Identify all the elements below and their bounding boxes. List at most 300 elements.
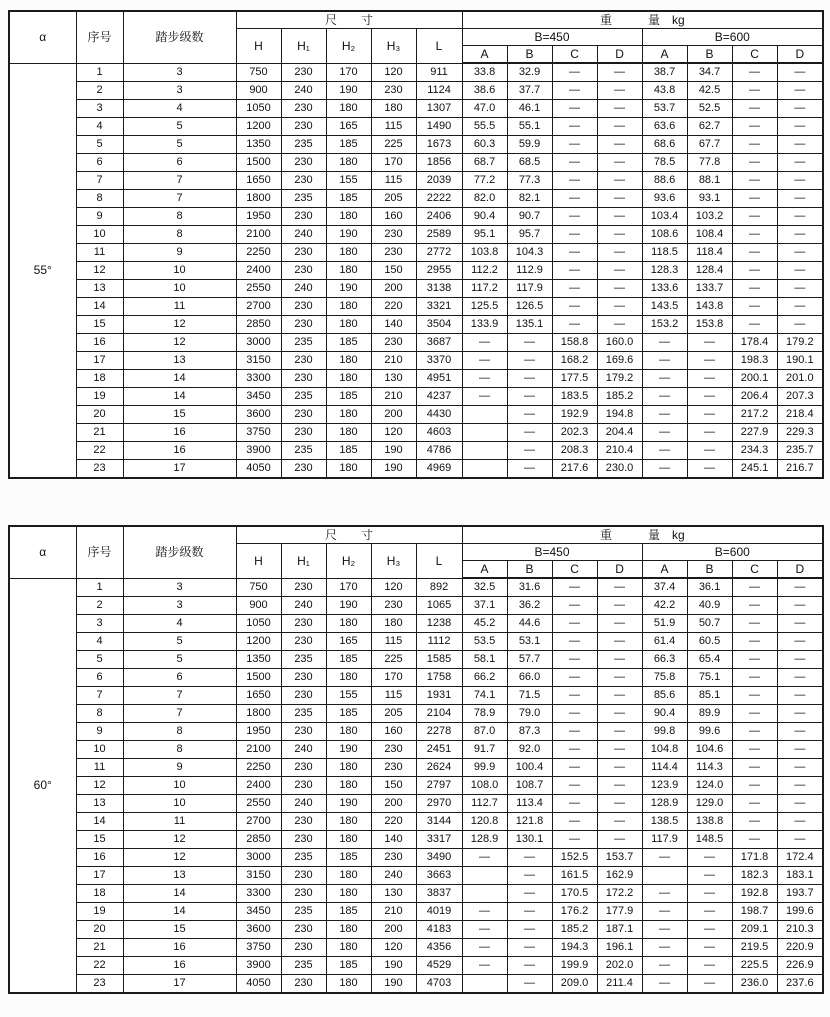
dim-l-cell: 3144 bbox=[416, 813, 462, 831]
weight-b450-d-cell: — bbox=[597, 190, 642, 208]
dim-h3-cell: 120 bbox=[371, 939, 416, 957]
dim-h1-cell: 235 bbox=[281, 705, 326, 723]
table-row bbox=[9, 118, 823, 136]
weight-b450-d-cell: 230.0 bbox=[597, 460, 642, 479]
dim-h1-cell: 240 bbox=[281, 795, 326, 813]
dim-h-cell: 3450 bbox=[236, 388, 281, 406]
weight-b450-c-cell: — bbox=[552, 651, 597, 669]
weight-b600-a-cell: — bbox=[642, 424, 687, 442]
weight-b600-b-cell: 133.7 bbox=[687, 280, 732, 298]
dim-h-cell: 1050 bbox=[236, 615, 281, 633]
dim-h3-cell: 210 bbox=[371, 903, 416, 921]
dim-h2-cell: 185 bbox=[326, 849, 371, 867]
weight-b450-a-cell: 68.7 bbox=[462, 154, 507, 172]
weight-b450-c-cell: 199.9 bbox=[552, 957, 597, 975]
dim-h1-cell: 230 bbox=[281, 370, 326, 388]
weight-b450-a-cell: 32.5 bbox=[462, 578, 507, 597]
weight-b600-d-cell: 210.3 bbox=[777, 921, 823, 939]
weight-b600-b-cell: — bbox=[687, 442, 732, 460]
weight-b600-c-cell: 245.1 bbox=[732, 460, 777, 479]
dim-l-cell: 892 bbox=[416, 578, 462, 597]
dim-h-cell: 3000 bbox=[236, 334, 281, 352]
weight-b600-a-cell: — bbox=[642, 975, 687, 994]
weight-b450-b-cell: — bbox=[507, 867, 552, 885]
weight-b450-d-cell: 179.2 bbox=[597, 370, 642, 388]
weight-b450-a-cell: — bbox=[462, 957, 507, 975]
weight-b450-d-cell: 196.1 bbox=[597, 939, 642, 957]
dim-h-cell: 3600 bbox=[236, 406, 281, 424]
table-row bbox=[9, 651, 823, 669]
weight-b600-d-cell: — bbox=[777, 578, 823, 597]
dim-h2-cell: 180 bbox=[326, 831, 371, 849]
serial-number-cell: 16 bbox=[76, 334, 123, 352]
dim-h3-cell: 200 bbox=[371, 280, 416, 298]
step-count-cell: 10 bbox=[123, 262, 236, 280]
dim-h3-cell: 150 bbox=[371, 262, 416, 280]
weight-b450-a-cell: 120.8 bbox=[462, 813, 507, 831]
weight-b600-c-cell: — bbox=[732, 615, 777, 633]
dim-h-cell: 3600 bbox=[236, 921, 281, 939]
serial-number-cell: 18 bbox=[76, 885, 123, 903]
weight-b450-b-cell: — bbox=[507, 460, 552, 479]
step-count-cell: 12 bbox=[123, 849, 236, 867]
col-header-dimensions: 尺 寸 bbox=[236, 526, 462, 544]
col-header-b450-c: C bbox=[552, 561, 597, 579]
weight-b600-d-cell: — bbox=[777, 795, 823, 813]
weight-b600-b-cell: 60.5 bbox=[687, 633, 732, 651]
weight-b450-b-cell: 104.3 bbox=[507, 244, 552, 262]
dim-h2-cell: 180 bbox=[326, 975, 371, 994]
weight-b450-a-cell: 90.4 bbox=[462, 208, 507, 226]
weight-b600-a-cell: — bbox=[642, 442, 687, 460]
weight-b600-c-cell: — bbox=[732, 63, 777, 82]
weight-b600-d-cell: — bbox=[777, 298, 823, 316]
weight-b600-b-cell: 124.0 bbox=[687, 777, 732, 795]
weight-b450-c-cell: — bbox=[552, 172, 597, 190]
serial-number-cell: 11 bbox=[76, 244, 123, 262]
dim-h2-cell: 170 bbox=[326, 63, 371, 82]
weight-b450-b-cell: 92.0 bbox=[507, 741, 552, 759]
dim-l-cell: 1585 bbox=[416, 651, 462, 669]
weight-b450-c-cell: — bbox=[552, 687, 597, 705]
col-header-steps: 踏步级数 bbox=[123, 11, 236, 63]
weight-b450-c-cell: 185.2 bbox=[552, 921, 597, 939]
weight-b450-a-cell: 125.5 bbox=[462, 298, 507, 316]
step-count-cell: 16 bbox=[123, 442, 236, 460]
weight-b600-a-cell: 88.6 bbox=[642, 172, 687, 190]
dim-h2-cell: 155 bbox=[326, 172, 371, 190]
dim-l-cell: 2589 bbox=[416, 226, 462, 244]
table-row bbox=[9, 226, 823, 244]
spec-table-55deg bbox=[8, 10, 824, 479]
step-count-cell: 10 bbox=[123, 795, 236, 813]
weight-b600-b-cell: — bbox=[687, 975, 732, 994]
col-header-b600-d: D bbox=[777, 46, 823, 64]
weight-b450-b-cell: — bbox=[507, 885, 552, 903]
weight-b600-d-cell: — bbox=[777, 831, 823, 849]
weight-b600-a-cell: 66.3 bbox=[642, 651, 687, 669]
table-row bbox=[9, 136, 823, 154]
weight-b450-c-cell: — bbox=[552, 813, 597, 831]
weight-b450-b-cell: 112.9 bbox=[507, 262, 552, 280]
weight-b450-d-cell: 169.6 bbox=[597, 352, 642, 370]
weight-b450-a-cell: — bbox=[462, 903, 507, 921]
weight-b600-b-cell: 75.1 bbox=[687, 669, 732, 687]
dim-h1-cell: 230 bbox=[281, 669, 326, 687]
dim-h1-cell: 230 bbox=[281, 759, 326, 777]
dim-h3-cell: 200 bbox=[371, 921, 416, 939]
weight-b450-a-cell: 78.9 bbox=[462, 705, 507, 723]
dim-h1-cell: 230 bbox=[281, 615, 326, 633]
weight-b600-b-cell: 36.1 bbox=[687, 578, 732, 597]
col-header-h3: H₃ bbox=[371, 29, 416, 64]
dim-h1-cell: 230 bbox=[281, 244, 326, 262]
weight-b450-a-cell: 128.9 bbox=[462, 831, 507, 849]
weight-b450-d-cell: — bbox=[597, 723, 642, 741]
step-count-cell: 3 bbox=[123, 63, 236, 82]
col-header-h2: H₂ bbox=[326, 544, 371, 579]
weight-b600-b-cell: — bbox=[687, 867, 732, 885]
step-count-cell: 11 bbox=[123, 813, 236, 831]
table-row bbox=[9, 705, 823, 723]
weight-b600-c-cell: 217.2 bbox=[732, 406, 777, 424]
weight-b450-a-cell: 99.9 bbox=[462, 759, 507, 777]
dim-h3-cell: 160 bbox=[371, 208, 416, 226]
step-count-cell: 8 bbox=[123, 723, 236, 741]
dim-h2-cell: 180 bbox=[326, 154, 371, 172]
weight-b600-a-cell: 43.8 bbox=[642, 82, 687, 100]
weight-b600-b-cell: — bbox=[687, 885, 732, 903]
table-row bbox=[9, 244, 823, 262]
dim-l-cell: 3490 bbox=[416, 849, 462, 867]
dim-h3-cell: 205 bbox=[371, 190, 416, 208]
dim-h-cell: 2100 bbox=[236, 741, 281, 759]
weight-b600-c-cell: 234.3 bbox=[732, 442, 777, 460]
weight-b450-c-cell: — bbox=[552, 705, 597, 723]
weight-b600-c-cell: 198.3 bbox=[732, 352, 777, 370]
weight-b600-d-cell: 172.4 bbox=[777, 849, 823, 867]
serial-number-cell: 15 bbox=[76, 316, 123, 334]
dim-h1-cell: 230 bbox=[281, 63, 326, 82]
step-count-cell: 8 bbox=[123, 208, 236, 226]
table-row bbox=[9, 939, 823, 957]
weight-b600-d-cell: — bbox=[777, 813, 823, 831]
step-count-cell: 3 bbox=[123, 578, 236, 597]
dim-h2-cell: 180 bbox=[326, 615, 371, 633]
serial-number-cell: 4 bbox=[76, 633, 123, 651]
step-count-cell: 3 bbox=[123, 597, 236, 615]
weight-b600-b-cell: 40.9 bbox=[687, 597, 732, 615]
dim-h-cell: 2400 bbox=[236, 262, 281, 280]
dim-l-cell: 4019 bbox=[416, 903, 462, 921]
header-row-1 bbox=[9, 11, 823, 29]
weight-b450-a-cell: 47.0 bbox=[462, 100, 507, 118]
weight-b450-c-cell: 176.2 bbox=[552, 903, 597, 921]
weight-b600-d-cell: — bbox=[777, 705, 823, 723]
weight-b450-b-cell: 44.6 bbox=[507, 615, 552, 633]
dim-h1-cell: 240 bbox=[281, 280, 326, 298]
dim-h-cell: 2700 bbox=[236, 813, 281, 831]
serial-number-cell: 10 bbox=[76, 226, 123, 244]
dim-h3-cell: 240 bbox=[371, 867, 416, 885]
dim-h3-cell: 220 bbox=[371, 298, 416, 316]
col-header-alpha: α bbox=[9, 11, 76, 63]
weight-b600-d-cell: 193.7 bbox=[777, 885, 823, 903]
step-count-cell: 5 bbox=[123, 651, 236, 669]
table-row bbox=[9, 777, 823, 795]
dim-h-cell: 3750 bbox=[236, 939, 281, 957]
dim-h2-cell: 185 bbox=[326, 903, 371, 921]
dim-h-cell: 3900 bbox=[236, 957, 281, 975]
weight-b600-d-cell: — bbox=[777, 687, 823, 705]
dim-h2-cell: 180 bbox=[326, 669, 371, 687]
weight-b600-c-cell: — bbox=[732, 723, 777, 741]
weight-b600-a-cell: 99.8 bbox=[642, 723, 687, 741]
dim-l-cell: 4183 bbox=[416, 921, 462, 939]
table-row bbox=[9, 334, 823, 352]
weight-b450-c-cell: — bbox=[552, 777, 597, 795]
weight-b450-c-cell: — bbox=[552, 208, 597, 226]
dim-h3-cell: 230 bbox=[371, 741, 416, 759]
step-count-cell: 11 bbox=[123, 298, 236, 316]
weight-b450-a-cell: 95.1 bbox=[462, 226, 507, 244]
dim-h2-cell: 180 bbox=[326, 867, 371, 885]
weight-b450-d-cell: 162.9 bbox=[597, 867, 642, 885]
dim-h2-cell: 165 bbox=[326, 118, 371, 136]
weight-b450-b-cell: — bbox=[507, 352, 552, 370]
dim-h-cell: 2550 bbox=[236, 795, 281, 813]
weight-b600-b-cell: 67.7 bbox=[687, 136, 732, 154]
dim-h2-cell: 180 bbox=[326, 813, 371, 831]
dim-h1-cell: 235 bbox=[281, 957, 326, 975]
dim-l-cell: 3837 bbox=[416, 885, 462, 903]
serial-number-cell: 13 bbox=[76, 280, 123, 298]
weight-b600-c-cell: 198.7 bbox=[732, 903, 777, 921]
weight-b600-a-cell: 153.2 bbox=[642, 316, 687, 334]
weight-b450-b-cell: — bbox=[507, 370, 552, 388]
weight-b600-d-cell: — bbox=[777, 615, 823, 633]
weight-b450-b-cell: 53.1 bbox=[507, 633, 552, 651]
dim-h-cell: 3300 bbox=[236, 370, 281, 388]
weight-b600-d-cell: 226.9 bbox=[777, 957, 823, 975]
weight-b450-b-cell: — bbox=[507, 975, 552, 994]
serial-number-cell: 7 bbox=[76, 687, 123, 705]
weight-b600-d-cell: 237.6 bbox=[777, 975, 823, 994]
step-count-cell: 7 bbox=[123, 172, 236, 190]
dim-h1-cell: 230 bbox=[281, 172, 326, 190]
weight-b600-a-cell: 51.9 bbox=[642, 615, 687, 633]
dim-h1-cell: 230 bbox=[281, 813, 326, 831]
serial-number-cell: 23 bbox=[76, 975, 123, 994]
step-count-cell: 4 bbox=[123, 615, 236, 633]
table-row bbox=[9, 849, 823, 867]
col-header-b600-c: C bbox=[732, 46, 777, 64]
weight-b600-b-cell: — bbox=[687, 903, 732, 921]
col-header-b600-b: B bbox=[687, 561, 732, 579]
dim-h2-cell: 180 bbox=[326, 298, 371, 316]
weight-b450-a-cell: 108.0 bbox=[462, 777, 507, 795]
weight-b450-c-cell: 168.2 bbox=[552, 352, 597, 370]
table-body bbox=[9, 63, 823, 478]
col-header-b450: B=450 bbox=[462, 29, 642, 46]
weight-b600-d-cell: 229.3 bbox=[777, 424, 823, 442]
col-header-dimensions: 尺 寸 bbox=[236, 11, 462, 29]
weight-b600-c-cell: — bbox=[732, 759, 777, 777]
weight-b600-c-cell: — bbox=[732, 226, 777, 244]
table-row bbox=[9, 867, 823, 885]
weight-b450-a-cell: 91.7 bbox=[462, 741, 507, 759]
serial-number-cell: 4 bbox=[76, 118, 123, 136]
weight-b450-b-cell: — bbox=[507, 957, 552, 975]
weight-b600-b-cell: — bbox=[687, 939, 732, 957]
dim-h-cell: 3900 bbox=[236, 442, 281, 460]
weight-b450-c-cell: — bbox=[552, 190, 597, 208]
weight-b450-b-cell: 90.7 bbox=[507, 208, 552, 226]
weight-b600-c-cell: — bbox=[732, 795, 777, 813]
weight-b450-b-cell: 82.1 bbox=[507, 190, 552, 208]
step-count-cell: 15 bbox=[123, 921, 236, 939]
weight-b600-b-cell: — bbox=[687, 424, 732, 442]
weight-b600-b-cell: 88.1 bbox=[687, 172, 732, 190]
weight-b600-c-cell: 209.1 bbox=[732, 921, 777, 939]
serial-number-cell: 5 bbox=[76, 136, 123, 154]
weight-b450-d-cell: 211.4 bbox=[597, 975, 642, 994]
dim-h3-cell: 190 bbox=[371, 460, 416, 479]
dim-h1-cell: 235 bbox=[281, 442, 326, 460]
weight-b450-c-cell: 183.5 bbox=[552, 388, 597, 406]
dim-l-cell: 3687 bbox=[416, 334, 462, 352]
col-header-steps: 踏步级数 bbox=[123, 526, 236, 578]
weight-b600-c-cell: — bbox=[732, 813, 777, 831]
weight-b450-d-cell: 153.7 bbox=[597, 849, 642, 867]
dim-h2-cell: 180 bbox=[326, 316, 371, 334]
weight-b600-b-cell: 129.0 bbox=[687, 795, 732, 813]
weight-b600-a-cell: — bbox=[642, 849, 687, 867]
weight-b450-c-cell: 209.0 bbox=[552, 975, 597, 994]
weight-b450-d-cell: — bbox=[597, 136, 642, 154]
weight-b600-d-cell: 220.9 bbox=[777, 939, 823, 957]
weight-b600-a-cell: — bbox=[642, 885, 687, 903]
dim-h3-cell: 120 bbox=[371, 63, 416, 82]
serial-number-cell: 3 bbox=[76, 100, 123, 118]
weight-b450-d-cell: 187.1 bbox=[597, 921, 642, 939]
dim-l-cell: 1238 bbox=[416, 615, 462, 633]
weight-b600-b-cell: 143.8 bbox=[687, 298, 732, 316]
weight-b600-a-cell: — bbox=[642, 352, 687, 370]
weight-b450-a-cell: 38.6 bbox=[462, 82, 507, 100]
serial-number-cell: 3 bbox=[76, 615, 123, 633]
weight-b600-d-cell: 207.3 bbox=[777, 388, 823, 406]
dim-h2-cell: 190 bbox=[326, 795, 371, 813]
weight-b450-d-cell: — bbox=[597, 687, 642, 705]
dim-l-cell: 2222 bbox=[416, 190, 462, 208]
weight-b600-b-cell: — bbox=[687, 921, 732, 939]
table-row bbox=[9, 82, 823, 100]
weight-b450-b-cell: 57.7 bbox=[507, 651, 552, 669]
weight-b450-a-cell: 77.2 bbox=[462, 172, 507, 190]
weight-b450-c-cell: — bbox=[552, 831, 597, 849]
dim-l-cell: 2104 bbox=[416, 705, 462, 723]
weight-b450-c-cell: — bbox=[552, 795, 597, 813]
weight-b450-a-cell: — bbox=[462, 334, 507, 352]
step-count-cell: 5 bbox=[123, 118, 236, 136]
weight-b600-c-cell: — bbox=[732, 777, 777, 795]
weight-b450-c-cell: 192.9 bbox=[552, 406, 597, 424]
col-header-h1: H₁ bbox=[281, 29, 326, 64]
weight-b450-b-cell: — bbox=[507, 334, 552, 352]
table-row bbox=[9, 921, 823, 939]
dim-h3-cell: 225 bbox=[371, 136, 416, 154]
serial-number-cell: 7 bbox=[76, 172, 123, 190]
weight-b450-b-cell: 31.6 bbox=[507, 578, 552, 597]
col-header-serial: 序号 bbox=[76, 526, 123, 578]
step-count-cell: 9 bbox=[123, 244, 236, 262]
dim-h1-cell: 230 bbox=[281, 885, 326, 903]
dim-h3-cell: 115 bbox=[371, 633, 416, 651]
serial-number-cell: 17 bbox=[76, 352, 123, 370]
weight-b450-a-cell: 74.1 bbox=[462, 687, 507, 705]
weight-b450-c-cell: — bbox=[552, 280, 597, 298]
col-header-h2: H₂ bbox=[326, 29, 371, 64]
dim-l-cell: 3317 bbox=[416, 831, 462, 849]
weight-b450-d-cell: — bbox=[597, 578, 642, 597]
dim-h3-cell: 190 bbox=[371, 957, 416, 975]
weight-b600-d-cell: — bbox=[777, 100, 823, 118]
weight-b600-a-cell: 128.3 bbox=[642, 262, 687, 280]
table-row bbox=[9, 172, 823, 190]
dim-h2-cell: 180 bbox=[326, 759, 371, 777]
table-row bbox=[9, 406, 823, 424]
serial-number-cell: 8 bbox=[76, 190, 123, 208]
weight-b600-a-cell: — bbox=[642, 334, 687, 352]
step-count-cell: 6 bbox=[123, 669, 236, 687]
dim-h3-cell: 230 bbox=[371, 597, 416, 615]
weight-b450-a-cell: 37.1 bbox=[462, 597, 507, 615]
weight-b600-b-cell: — bbox=[687, 849, 732, 867]
weight-b600-d-cell: — bbox=[777, 208, 823, 226]
weight-b600-b-cell: 103.2 bbox=[687, 208, 732, 226]
weight-b450-c-cell: 202.3 bbox=[552, 424, 597, 442]
dim-h3-cell: 180 bbox=[371, 100, 416, 118]
weight-b600-c-cell: — bbox=[732, 118, 777, 136]
dim-h2-cell: 190 bbox=[326, 82, 371, 100]
weight-b600-d-cell: — bbox=[777, 262, 823, 280]
dim-h-cell: 3150 bbox=[236, 867, 281, 885]
weight-b450-c-cell: — bbox=[552, 615, 597, 633]
weight-b600-a-cell: — bbox=[642, 370, 687, 388]
dim-h-cell: 1800 bbox=[236, 705, 281, 723]
weight-b600-d-cell: — bbox=[777, 759, 823, 777]
table-body bbox=[9, 578, 823, 993]
weight-b600-d-cell: — bbox=[777, 172, 823, 190]
table-row bbox=[9, 262, 823, 280]
dim-h3-cell: 230 bbox=[371, 334, 416, 352]
dim-l-cell: 1124 bbox=[416, 82, 462, 100]
dim-l-cell: 1112 bbox=[416, 633, 462, 651]
weight-b450-a-cell: — bbox=[462, 370, 507, 388]
weight-b450-b-cell: 113.4 bbox=[507, 795, 552, 813]
weight-b600-c-cell: 219.5 bbox=[732, 939, 777, 957]
table-row bbox=[9, 370, 823, 388]
weight-b600-d-cell: — bbox=[777, 651, 823, 669]
table-row bbox=[9, 442, 823, 460]
dim-h2-cell: 180 bbox=[326, 885, 371, 903]
weight-b450-c-cell: — bbox=[552, 741, 597, 759]
dim-h3-cell: 120 bbox=[371, 578, 416, 597]
weight-b600-c-cell: 200.1 bbox=[732, 370, 777, 388]
dim-h3-cell: 160 bbox=[371, 723, 416, 741]
dim-h3-cell: 230 bbox=[371, 759, 416, 777]
